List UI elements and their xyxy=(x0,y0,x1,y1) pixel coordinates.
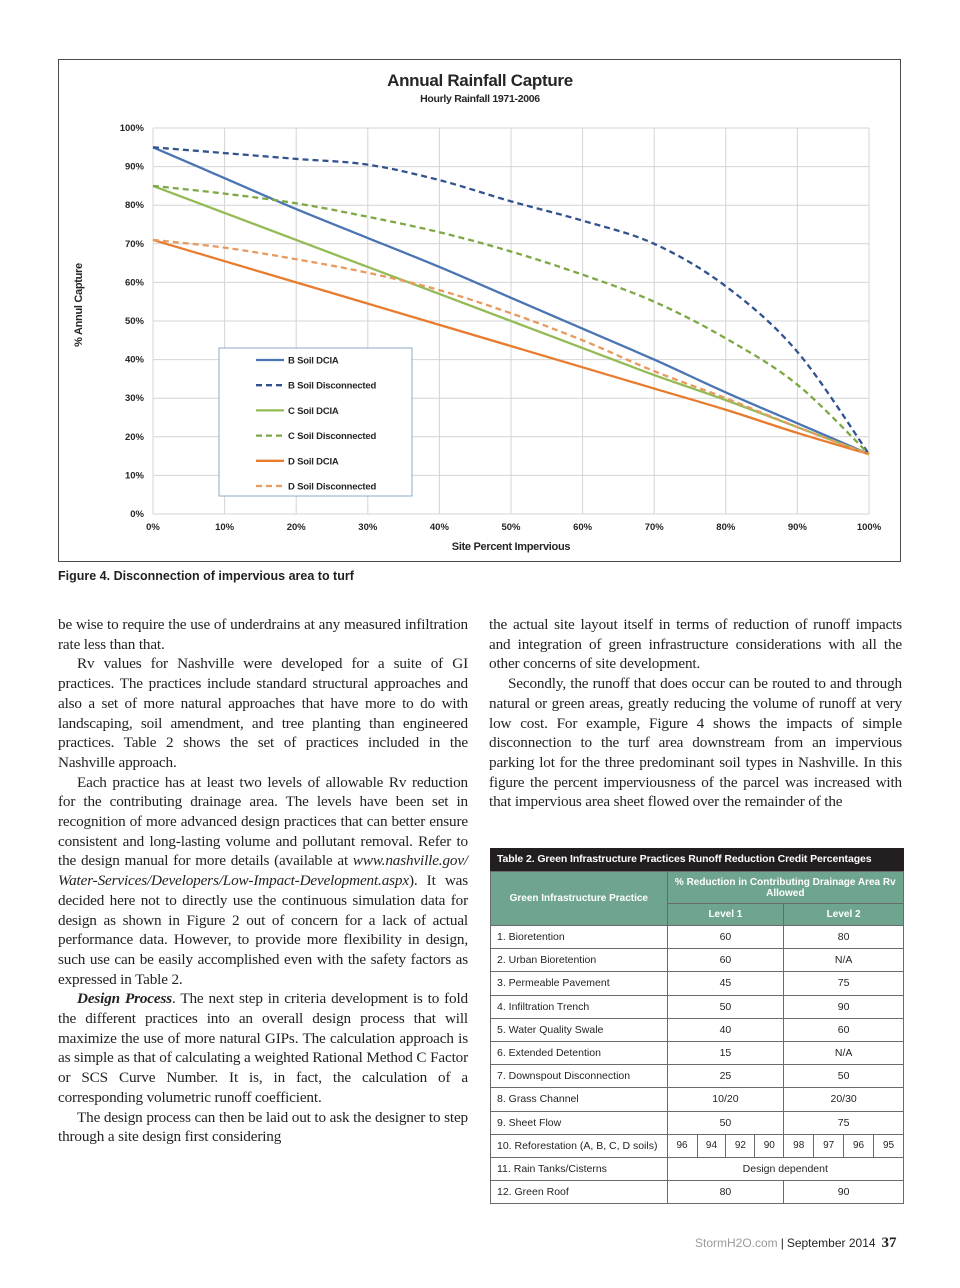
table-row xyxy=(491,995,904,1018)
legend-label: C Soil DCIA xyxy=(288,405,339,417)
y-tick-label: 40% xyxy=(124,354,144,366)
y-tick-label: 70% xyxy=(124,238,144,250)
table-row xyxy=(491,949,904,972)
table-row xyxy=(491,1157,904,1180)
right-text-column xyxy=(489,615,902,812)
value-cell: Design dependent xyxy=(667,1157,903,1180)
y-tick-label: 90% xyxy=(124,161,144,173)
paragraph: Rv values for Nashville were developed for a suite of GI practices. The practices include standard structural approaches and also a set of more natural approaches that have more to do with landscaping, soil amendment, and tree planting than engineered practices. Table 2 shows the set of practices included in the Nashville approach. xyxy=(58,655,468,771)
header-level-2: Level 2 xyxy=(784,904,904,926)
practice-cell: 9. Sheet Flow xyxy=(491,1111,668,1134)
level-2-cell: N/A xyxy=(784,949,904,972)
value-cell: 90 xyxy=(755,1134,784,1157)
table-row xyxy=(491,972,904,995)
level-2-cell: 20/30 xyxy=(784,1088,904,1111)
table-row xyxy=(491,1065,904,1088)
practice-cell: 1. Bioretention xyxy=(491,926,668,949)
practice-cell: 7. Downspout Disconnection xyxy=(491,1065,668,1088)
x-tick-label: 10% xyxy=(215,522,235,533)
chart-legend xyxy=(219,348,412,496)
footer-site: StormH2O.com xyxy=(695,1236,778,1250)
table-row xyxy=(491,1134,904,1157)
x-tick-label: 90% xyxy=(787,522,807,533)
level-2-cell: 80 xyxy=(784,926,904,949)
x-tick-label: 0% xyxy=(146,522,160,533)
y-tick-label: 10% xyxy=(124,470,144,482)
level-1-cell: 40 xyxy=(667,1018,784,1041)
header-level-1: Level 1 xyxy=(667,904,784,926)
legend-box xyxy=(219,348,412,496)
paragraph-text: Each practice has at least two levels of allowable Rv reduction for the contributing drainage area. The levels have been set in recognition of more advanced design practices that can better ensure consistent and long-lasting volume and pollutant removal. Refer to the design manual for more details (available at xyxy=(58,773,468,870)
annual-rainfall-capture-chart xyxy=(59,60,902,563)
practice-cell: 10. Reforestation (A, B, C, D soils) xyxy=(491,1134,668,1157)
level-2-cell: 90 xyxy=(784,1181,904,1204)
table-row xyxy=(491,926,904,949)
legend-label: D Soil DCIA xyxy=(288,456,339,468)
x-axis-label: Site Percent Impervious xyxy=(451,541,571,553)
table-2 xyxy=(490,848,904,1204)
figure-caption: Figure 4. Disconnection of impervious area to turf xyxy=(58,569,354,583)
paragraph xyxy=(58,989,468,1107)
y-tick-label: 80% xyxy=(124,200,144,212)
value-cell: 95 xyxy=(874,1134,904,1157)
level-2-cell: 60 xyxy=(784,1018,904,1041)
legend-label: C Soil Disconnected xyxy=(288,431,377,443)
practice-cell: 12. Green Roof xyxy=(491,1181,668,1204)
level-1-cell: 10/20 xyxy=(667,1088,784,1111)
x-tick-label: 100% xyxy=(856,522,882,533)
paragraph xyxy=(58,773,468,990)
legend-label: B Soil Disconnected xyxy=(288,380,377,392)
paragraph: The design process can then be laid out to ask the designer to step through a site design first considering xyxy=(58,1108,468,1146)
practice-cell: 3. Permeable Pavement xyxy=(491,972,668,995)
value-cell: 97 xyxy=(814,1134,844,1157)
page-footer xyxy=(695,1235,897,1252)
practice-cell: 4. Infiltration Trench xyxy=(491,995,668,1018)
x-tick-label: 30% xyxy=(358,522,378,533)
y-tick-label: 50% xyxy=(124,316,144,327)
y-tick-label: 60% xyxy=(124,277,144,289)
y-axis-ticks xyxy=(120,123,145,520)
level-1-cell: 60 xyxy=(667,926,784,949)
figure-4 xyxy=(58,59,901,562)
x-tick-label: 80% xyxy=(716,522,736,533)
x-axis-ticks xyxy=(146,522,882,533)
chart-title: Annual Rainfall Capture xyxy=(387,71,573,90)
level-1-cell: 25 xyxy=(667,1065,784,1088)
level-2-cell: 50 xyxy=(784,1065,904,1088)
credit-table xyxy=(490,871,904,1204)
table-row xyxy=(491,1041,904,1064)
paragraph: the actual site layout itself in terms of reduction of runoff impacts and integration of green infrastructure considerations with all the other concerns of site development. xyxy=(489,616,902,673)
x-tick-label: 40% xyxy=(429,522,449,533)
header-practice: Green Infrastructure Practice xyxy=(491,872,668,926)
practice-cell: 5. Water Quality Swale xyxy=(491,1018,668,1041)
legend-label: D Soil Disconnected xyxy=(288,481,377,493)
practice-cell: 8. Grass Channel xyxy=(491,1088,668,1111)
table-row xyxy=(491,1018,904,1041)
y-tick-label: 30% xyxy=(124,393,144,405)
level-2-cell: 75 xyxy=(784,972,904,995)
design-manual-url: www.nashville.gov/ Water-Services/Developers/Low-Impact-Development.aspx xyxy=(58,852,468,890)
y-tick-label: 100% xyxy=(119,123,144,134)
section-heading: Design Process xyxy=(77,990,172,1008)
practice-cell: 11. Rain Tanks/Cisterns xyxy=(491,1157,668,1180)
paragraph: be wise to require the use of underdrains at any measured infiltration rate less than that. xyxy=(58,616,468,653)
header-reduction: % Reduction in Contributing Drainage Area Rv Allowed xyxy=(667,872,903,904)
level-2-cell: 90 xyxy=(784,995,904,1018)
x-tick-label: 60% xyxy=(573,522,593,533)
y-tick-label: 20% xyxy=(124,431,144,443)
table-title: Table 2. Green Infrastructure Practices Runoff Reduction Credit Percentages xyxy=(490,848,904,871)
left-text-column xyxy=(58,615,468,1147)
level-1-cell: 50 xyxy=(667,1111,784,1134)
value-cell: 96 xyxy=(667,1134,697,1157)
x-tick-label: 20% xyxy=(286,522,306,533)
level-1-cell: 60 xyxy=(667,949,784,972)
page-number: 37 xyxy=(881,1235,897,1251)
value-cell: 98 xyxy=(784,1134,814,1157)
chart-subtitle: Hourly Rainfall 1971-2006 xyxy=(420,93,540,105)
practice-cell: 2. Urban Bioretention xyxy=(491,949,668,972)
footer-separator: | xyxy=(780,1236,784,1250)
level-1-cell: 80 xyxy=(667,1181,784,1204)
x-tick-label: 70% xyxy=(644,522,664,533)
table-body xyxy=(491,926,904,1135)
paragraph-text: ). It was decided here not to directly use the continuous simulation data for design as shown in Figure 2 out of concern for a lack of actual performance data. However, to provide more flexibility in design, such use can be easily accomplished even with the safety factors as expressed in Table 2. xyxy=(58,872,468,988)
level-1-cell: 50 xyxy=(667,995,784,1018)
value-cell: 94 xyxy=(697,1134,726,1157)
y-axis-label: % Annul Capture xyxy=(73,263,85,347)
level-1-cell: 15 xyxy=(667,1041,784,1064)
table-row xyxy=(491,1181,904,1204)
value-cell: 92 xyxy=(726,1134,755,1157)
level-1-cell: 45 xyxy=(667,972,784,995)
x-tick-label: 50% xyxy=(501,522,521,533)
table-row xyxy=(491,1111,904,1134)
level-2-cell: N/A xyxy=(784,1041,904,1064)
practice-cell: 6. Extended Detention xyxy=(491,1041,668,1064)
y-tick-label: 0% xyxy=(130,509,144,520)
paragraph: Secondly, the runoff that does occur can be routed to and through natural or green areas, greatly reducing the volume of runoff at very low cost. For example, Figure 4 shows the impacts of simple disconnection to the turf area downstream from an impervious parking lot for the three predominant soil types in Nashville. In this figure the percent imperviousness of the parcel was increased with that impervious area sheet flowed over the remainder of the xyxy=(489,675,902,811)
value-cell: 96 xyxy=(844,1134,874,1157)
legend-label: B Soil DCIA xyxy=(288,355,339,367)
footer-date: September 2014 xyxy=(786,1236,876,1250)
paragraph-text: . The next step in criteria development is to fold the different practices into an overall design process that will maximize the use of more natural GIPs. The calculation approach is as simple as that of calculating a weighted Rational Method C Factor or SCS Curve Number. It is, in fact, the calculation of a corresponding volumetric runoff coefficient. xyxy=(58,990,468,1106)
level-2-cell: 75 xyxy=(784,1111,904,1134)
table-row xyxy=(491,1088,904,1111)
